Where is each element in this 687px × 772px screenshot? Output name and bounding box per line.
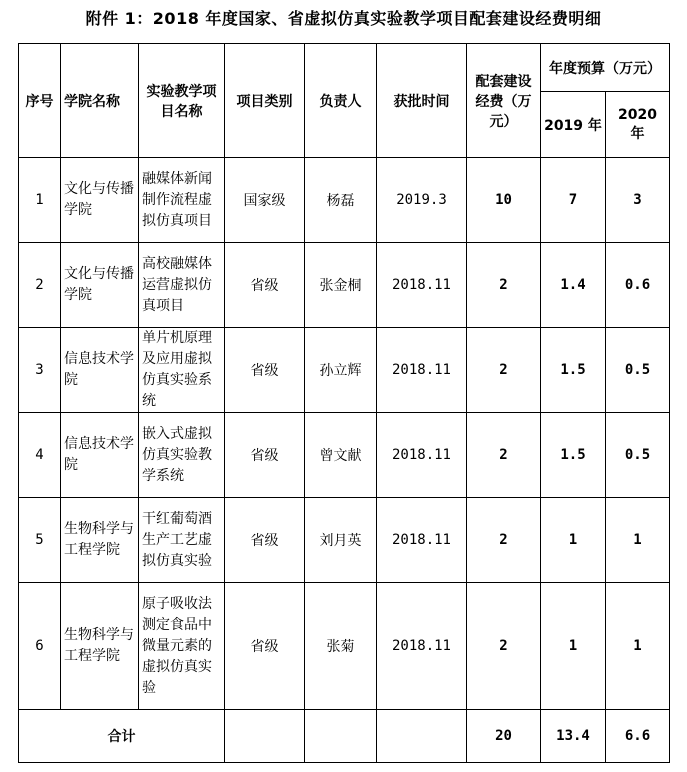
- header-row: [19, 44, 670, 92]
- cell-2019: 7: [541, 158, 606, 243]
- cell-category: 国家级: [225, 158, 305, 243]
- cell-college: 文化与传播学院: [61, 158, 139, 243]
- cell-leader: 刘月英: [305, 498, 377, 583]
- cell-funding: 2: [467, 583, 541, 710]
- cell-project: 高校融媒体运营虚拟仿真项目: [139, 243, 225, 328]
- cell-project: 原子吸收法测定食品中微量元素的虚拟仿真实验: [139, 583, 225, 710]
- cell-approved: 2018.11: [377, 328, 467, 413]
- header-project: 实验教学项目名称: [139, 44, 225, 158]
- cell-college: 生物科学与工程学院: [61, 583, 139, 710]
- cell-leader: 孙立辉: [305, 328, 377, 413]
- total-empty-cell: [377, 710, 467, 763]
- cell-index: 4: [19, 413, 61, 498]
- cell-2020: 0.5: [606, 413, 670, 498]
- cell-2019: 1.5: [541, 328, 606, 413]
- cell-2019: 1.5: [541, 413, 606, 498]
- header-budget: 年度预算（万元）: [541, 44, 670, 92]
- cell-funding: 2: [467, 328, 541, 413]
- cell-2020: 3: [606, 158, 670, 243]
- table-row: [19, 158, 670, 243]
- total-label: 合计: [19, 710, 225, 763]
- header-funding: 配套建设经费（万元）: [467, 44, 541, 158]
- cell-index: 5: [19, 498, 61, 583]
- cell-index: 1: [19, 158, 61, 243]
- cell-index: 6: [19, 583, 61, 710]
- table-row: [19, 243, 670, 328]
- total-2020: 6.6: [606, 710, 670, 763]
- header-college: 学院名称: [61, 44, 139, 158]
- cell-category: 省级: [225, 413, 305, 498]
- cell-category: 省级: [225, 243, 305, 328]
- cell-2019: 1: [541, 583, 606, 710]
- total-empty-cell: [305, 710, 377, 763]
- total-empty-cell: [225, 710, 305, 763]
- total-2019: 13.4: [541, 710, 606, 763]
- total-row: [19, 710, 670, 763]
- header-approved: 获批时间: [377, 44, 467, 158]
- cell-index: 2: [19, 243, 61, 328]
- cell-2020: 0.5: [606, 328, 670, 413]
- cell-leader: 张菊: [305, 583, 377, 710]
- document-title: 附件 1：2018 年度国家、省虚拟仿真实验教学项目配套建设经费明细: [85, 9, 602, 28]
- cell-college: 文化与传播学院: [61, 243, 139, 328]
- cell-leader: 张金桐: [305, 243, 377, 328]
- cell-approved: 2018.11: [377, 413, 467, 498]
- cell-category: 省级: [225, 583, 305, 710]
- cell-2019: 1: [541, 498, 606, 583]
- table-row: [19, 583, 670, 710]
- table-row: [19, 413, 670, 498]
- cell-category: 省级: [225, 328, 305, 413]
- cell-funding: 2: [467, 498, 541, 583]
- table-row: [19, 328, 670, 413]
- cell-project: 干红葡萄酒生产工艺虚拟仿真实验: [139, 498, 225, 583]
- cell-college: 生物科学与工程学院: [61, 498, 139, 583]
- header-leader: 负责人: [305, 44, 377, 158]
- cell-project: 融媒体新闻制作流程虚拟仿真项目: [139, 158, 225, 243]
- cell-approved: 2018.11: [377, 243, 467, 328]
- cell-funding: 2: [467, 243, 541, 328]
- header-year-2019: 2019 年: [541, 92, 606, 158]
- cell-2020: 1: [606, 498, 670, 583]
- cell-approved: 2018.11: [377, 498, 467, 583]
- cell-leader: 杨磊: [305, 158, 377, 243]
- header-year-2020: 2020 年: [606, 92, 670, 158]
- funding-table: [18, 43, 670, 763]
- cell-funding: 2: [467, 413, 541, 498]
- cell-leader: 曾文献: [305, 413, 377, 498]
- cell-approved: 2018.11: [377, 583, 467, 710]
- cell-index: 3: [19, 328, 61, 413]
- cell-project: 嵌入式虚拟仿真实验教学系统: [139, 413, 225, 498]
- cell-2020: 0.6: [606, 243, 670, 328]
- cell-college: 信息技术学院: [61, 413, 139, 498]
- cell-funding: 10: [467, 158, 541, 243]
- cell-2020: 1: [606, 583, 670, 710]
- cell-approved: 2019.3: [377, 158, 467, 243]
- cell-category: 省级: [225, 498, 305, 583]
- cell-2019: 1.4: [541, 243, 606, 328]
- header-index: 序号: [19, 44, 61, 158]
- cell-college: 信息技术学院: [61, 328, 139, 413]
- total-funding: 20: [467, 710, 541, 763]
- header-category: 项目类别: [225, 44, 305, 158]
- table-row: [19, 498, 670, 583]
- cell-project: 单片机原理及应用虚拟仿真实验系统: [139, 328, 225, 413]
